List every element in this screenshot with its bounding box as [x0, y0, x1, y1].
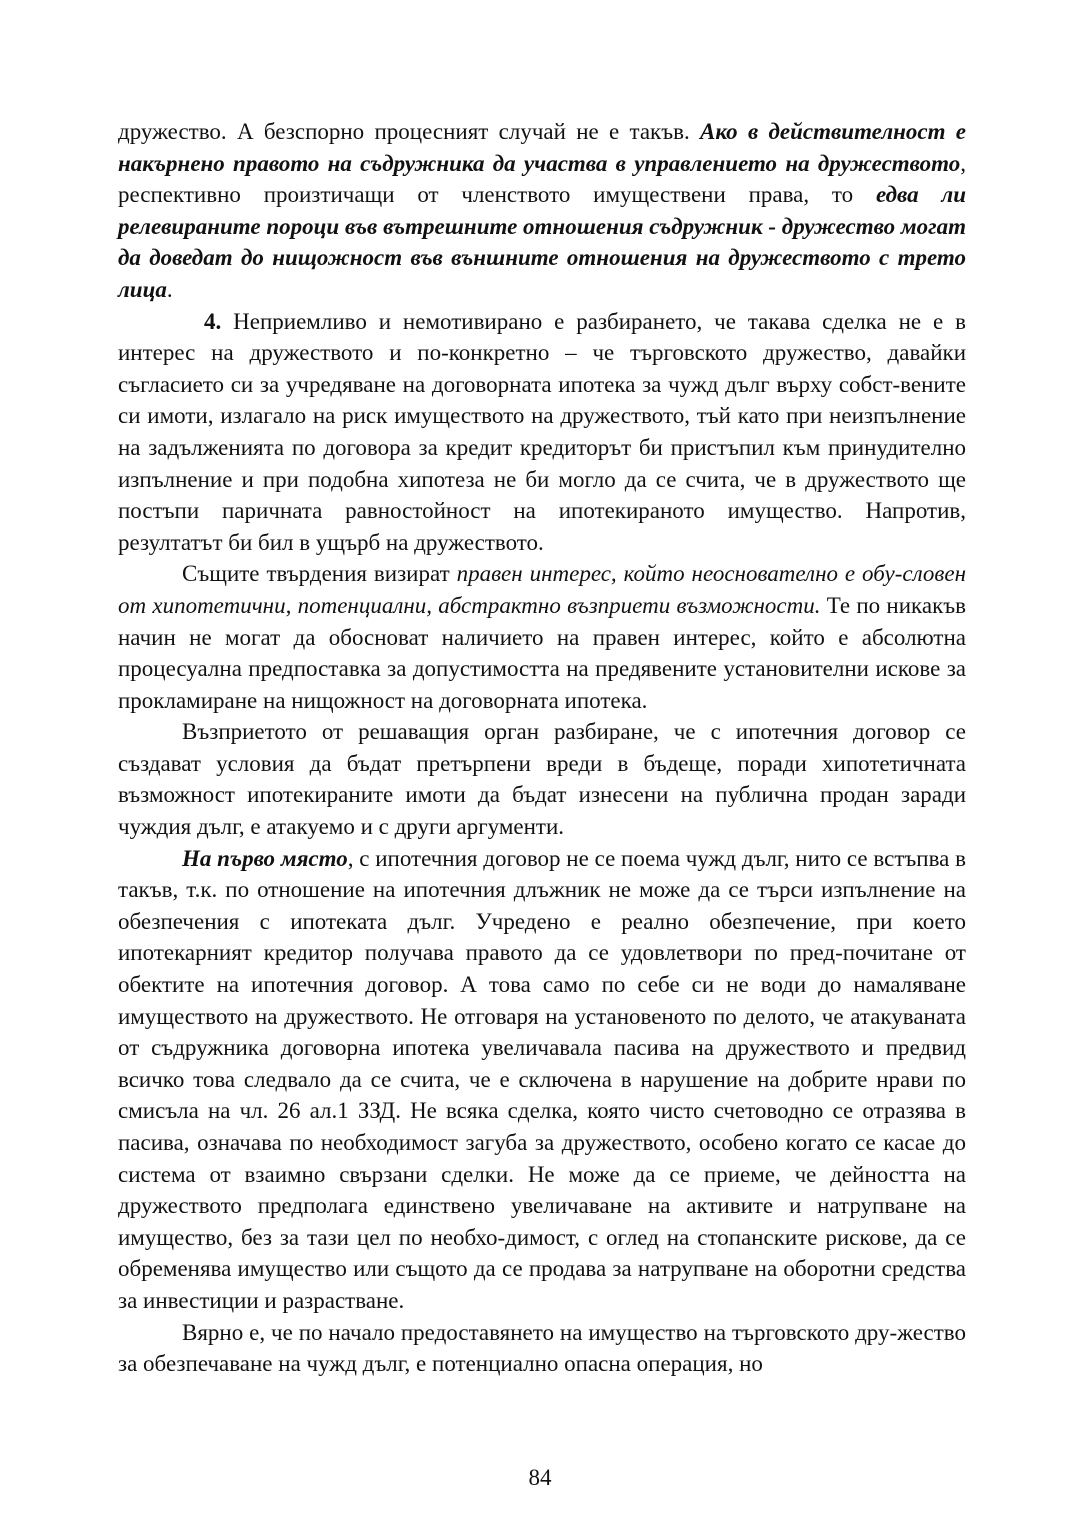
paragraph-1-emphasis-b: едва ли релевираните пороци във вътрешните отношения съдружник - дружество могат да доведат до нищожност във външните отношения на дружеството с трето лица	[118, 182, 966, 302]
paragraph-6	[118, 1317, 966, 1380]
paragraph-3-italic: правен интерес, който неоснователно е обу-словен от хипотетични, потенциални, абстрактно възприети възможности.	[118, 561, 966, 618]
page-number: 84	[528, 1465, 552, 1490]
paragraph-1-text-c: .	[166, 276, 173, 302]
paragraph-3-text-a: Същите твърдения визират	[182, 561, 457, 587]
paragraph-1-text-a: дружество. А безспорно процесният случай не е такъв.	[118, 119, 701, 144]
paragraph-4	[118, 716, 966, 842]
paragraph-2	[118, 306, 966, 559]
paragraph-6-text: Вярно е, че по начало предоставянето на имущество на търговското дру-жество за обезпечаване на чужд дълг, е потенциално опасна операция, но	[118, 1319, 966, 1377]
paragraph-1-text-b: , респективно произтичащи от членството имуществени права, то	[118, 150, 966, 208]
paragraph-5-text: , с ипотечния договор не се поема чужд дълг, нито се встъпва в такъв, т.к. по отношение на ипотечния длъжник не може да се търси изпълнение на обезпечения с ипотеката дълг. Учредено е реално обезпечение, при което ипотекарният кредитор получава правото да се удовлетвори по пред-почитане от обектите на ипотечния договор. А това само по себе си не води до намаляване имуществото на дружеството. Не отговаря на установеното по делото, че атакуваната от съдружника договорна ипотека увеличавала пасива на дружеството и предвид всичко това следвало да се счита, че е сключена в нарушение на добрите нрави по смисъла на чл. 26 ал.1 ЗЗД. Не всяка сделка, която чисто счетоводно се отразява в пасива, означава по необходимост загуба за дружеството, особено когато се касае до система от взаимно свързани сделки. Не може да се приеме, че дейността на дружеството предполага единствено увеличаване на активите и натрупване на имущество, без за тази цел по необхо-димост, с оглед на стопанските рискове, да се обременява имущество или същото да се продава за натрупване на оборотни средства за инвестиции и разрастване.	[118, 845, 966, 1313]
paragraph-4-text: Възприетото от решаващия орган разбиране, че с ипотечния договор се създават условия да бъдат претърпени вреди в бъдеще, поради хипотетичната възможност ипотекираните имоти да бъдат изнесени на публична продан заради чуждия дълг, е атакуемо и с други аргументи.	[118, 719, 966, 840]
paragraph-3	[118, 558, 966, 716]
paragraph-2-number: 4.	[204, 308, 222, 334]
paragraph-3-text-b: Те по никакъв начин не могат да обосноват наличието на правен интерес, който е абсолютна процесуална предпоставка за допустимостта на предявените установителни искове за прокламиране на нищожност на договорната ипотека.	[118, 592, 966, 713]
paragraph-2-text: Неприемливо и немотивирано е разбирането, че такава сделка не е в интерес на дружеството и по-конкретно – че търговското дружество, давайки съгласието си за учредяване на договорната ипотека за чужд дълг върху собст-вените си имоти, излагало на риск имуществото на дружеството, тъй като при неизпълнение на задълженията по договора за кредит кредиторът би пристъпил към принудително изпълнение и при подобна хипотеза не би могло да се счита, че в дружеството ще постъпи паричната равностойност на ипотекираното имущество. Напротив, резултатът би бил в ущърб на дружеството.	[118, 308, 966, 555]
paragraph-1-emphasis-a: Ако в действителност е накърнено правото на съдружника да участва в управлението на дружеството	[118, 119, 966, 176]
paragraph-5	[118, 843, 966, 1317]
paragraph-1	[118, 116, 966, 306]
document-body	[118, 116, 966, 1380]
paragraph-5-lead: На първо място	[182, 845, 348, 871]
